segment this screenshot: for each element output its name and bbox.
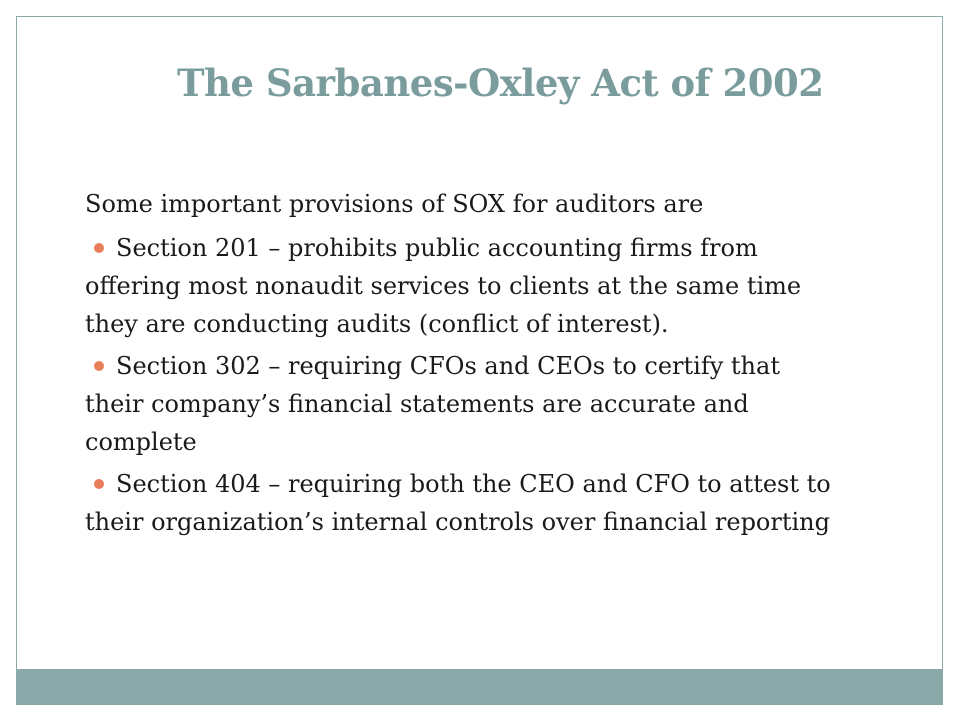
bullet-text-line: they are conducting audits (conflict of interest). — [85, 310, 669, 338]
provision-section-302 — [85, 347, 955, 461]
bullet-text-line: their company’s financial statements are accurate and — [85, 390, 749, 418]
bullet-text-line: Section 404 – requiring both the CEO and CFO to attest to — [116, 470, 831, 498]
provision-section-201 — [85, 229, 955, 343]
bullet-text-line: Section 302 – requiring CFOs and CEOs to certify that — [116, 352, 780, 380]
bullet-dot-icon — [94, 243, 104, 253]
provisions-list — [85, 229, 955, 541]
bullet-text-line: offering most nonaudit services to clients at the same time — [85, 272, 802, 300]
slide-content — [85, 185, 955, 545]
bullet-text-line: complete — [85, 428, 197, 456]
bullet-text-line: Section 201 – prohibits public accounting firms from — [116, 234, 758, 262]
footer-bar — [17, 669, 942, 704]
bullet-text-line: their organization’s internal controls over financial reporting — [85, 508, 830, 536]
bullet-dot-icon — [94, 361, 104, 371]
provision-section-404 — [85, 465, 955, 541]
slide — [16, 16, 943, 705]
slide-title: The Sarbanes-Oxley Act of 2002 — [177, 61, 824, 105]
bullet-dot-icon — [94, 479, 104, 489]
intro-text: Some important provisions of SOX for auditors are — [85, 190, 704, 218]
